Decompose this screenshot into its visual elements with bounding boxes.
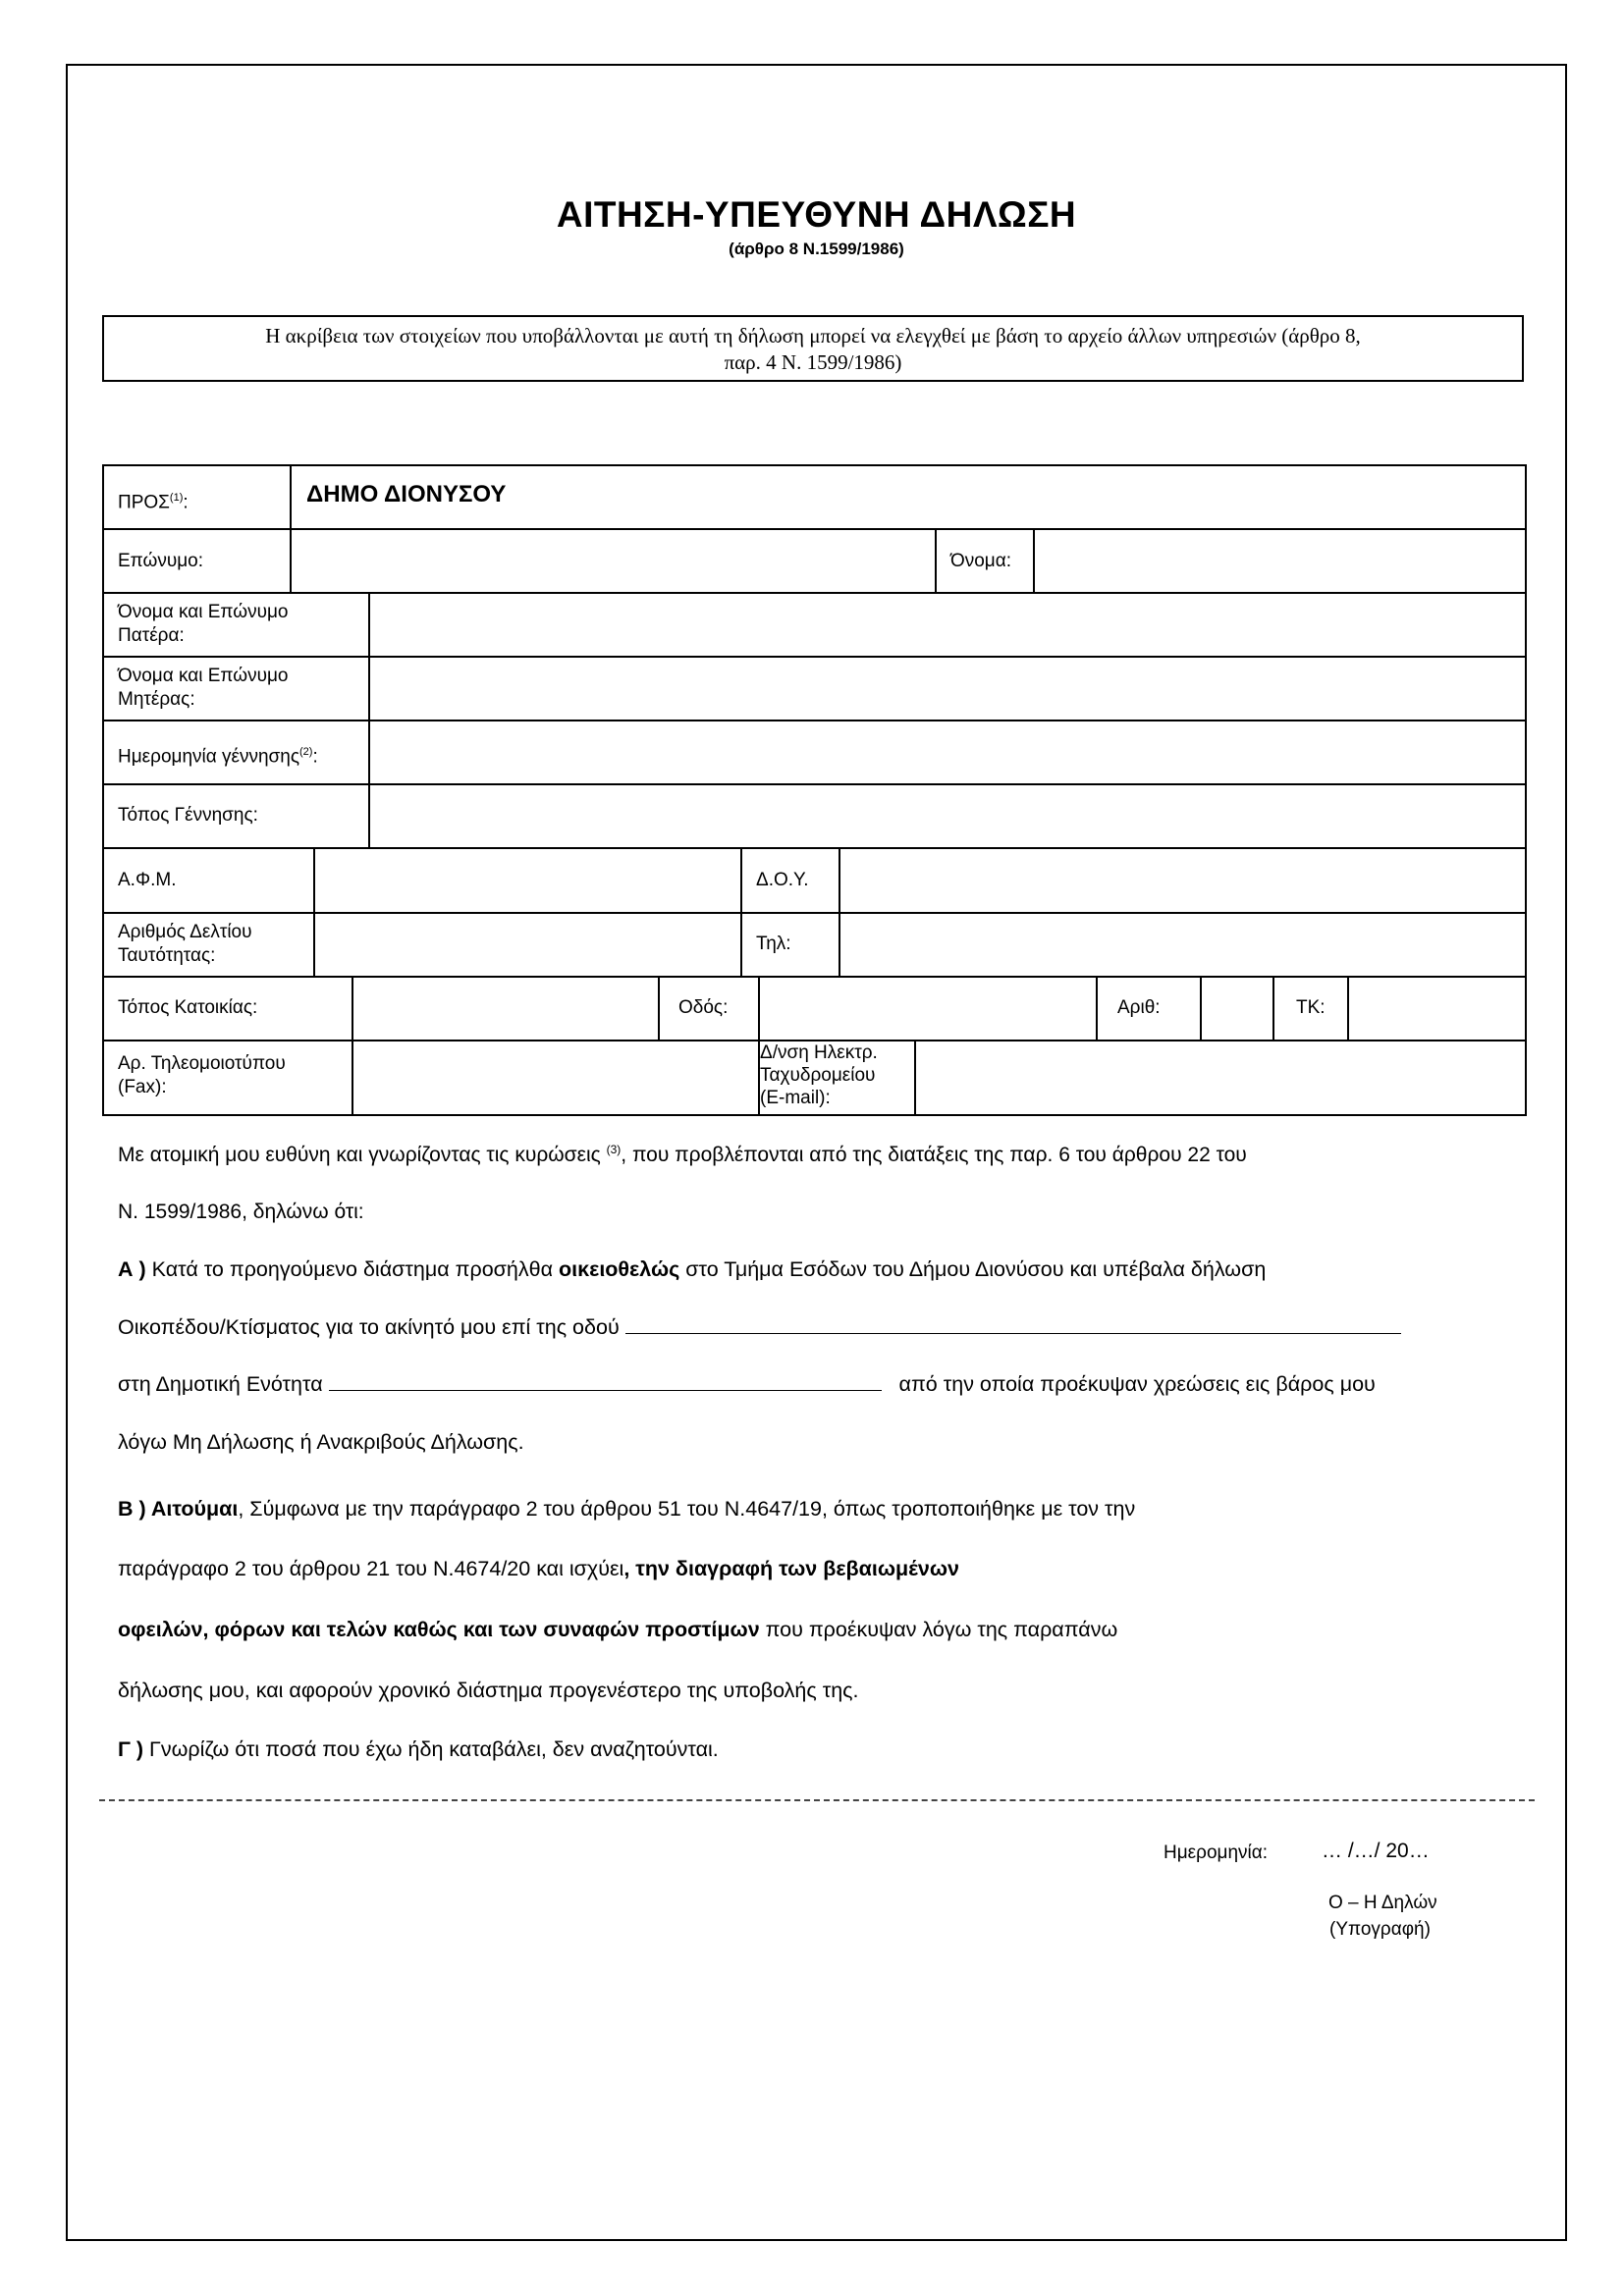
surname-field[interactable]: [292, 530, 933, 590]
father-label: [118, 601, 289, 648]
col-divider: [1272, 976, 1274, 1040]
clause-a-line-2: Οικοπέδου/Κτίσματος για το ακίνητό μου επί της οδού: [118, 1315, 1401, 1340]
id-card-field[interactable]: [315, 914, 738, 974]
residence-field[interactable]: [353, 978, 656, 1038]
surname-label: Επώνυμο:: [118, 551, 204, 571]
postal-code-label: ΤΚ:: [1296, 997, 1326, 1018]
dashed-separator: [99, 1799, 1535, 1801]
accuracy-note-line-2: παρ. 4 Ν. 1599/1986): [724, 350, 902, 374]
clause-c-line-1: Γ ) Γνωρίζω ότι ποσά που έχω ήδη καταβάλει, δεν αναζητούνται.: [118, 1737, 719, 1761]
clause-b-line-1: Β ) Αιτούμαι, Σύμφωνα με την παράγραφο 2 του άρθρου 51 του Ν.4647/19, όπως τροποποιήθηκε με τον την: [118, 1497, 1136, 1521]
signature-label: (Υπογραφή): [1329, 1919, 1431, 1940]
street-field[interactable]: [760, 978, 1094, 1038]
clause-b-line-4: δήλωσης μου, και αφορούν χρονικό διάστημα προγενέστερο της υποβολής της.: [118, 1679, 859, 1702]
mother-label: [118, 665, 289, 712]
email-label-line-2: Ταχυδρομείου: [760, 1065, 876, 1086]
birthdate-field[interactable]: [370, 721, 1525, 781]
fax-field[interactable]: [353, 1041, 756, 1112]
fax-label-line-1: Αρ. Τηλεομοιοτύπου: [118, 1053, 286, 1074]
father-label-line-2: Πατέρα:: [118, 625, 185, 646]
col-divider: [740, 847, 742, 976]
street-number-label: Αριθ:: [1117, 997, 1161, 1018]
col-divider: [658, 976, 660, 1040]
declaration-form-table: [102, 464, 1527, 1116]
birthdate-label: Ημερομηνία γέννησης$^{(2)}$:: [118, 746, 318, 768]
clause-a-line-3: στη Δημοτική Ενότητα από την οποία προέκυψαν χρεώσεις εις βάρος μου: [118, 1372, 1376, 1396]
col-divider: [935, 528, 937, 592]
intro-line-2: Ν. 1599/1986, δηλώνω ότι:: [118, 1201, 364, 1223]
clause-a-line-1: Α ) Κατά το προηγούμενο διάστημα προσήλθα οικειοθελώς στο Τμήμα Εσόδων του Δήμου Διονύσου και υπέβαλα δήλωση: [118, 1257, 1267, 1281]
mother-label-line-1: Όνομα και Επώνυμο: [118, 666, 289, 686]
id-card-label-line-2: Ταυτότητας:: [118, 945, 216, 966]
to-recipient: ΔΗΜΟ ΔΙΟΝΥΣΟΥ: [306, 481, 507, 507]
document-title: ΑΙΤΗΣΗ-ΥΠΕΥΘΥΝΗ ΔΗΛΩΣΗ: [556, 194, 1077, 235]
date-value: … /…/ 20…: [1322, 1840, 1430, 1862]
name-field[interactable]: [1035, 530, 1525, 590]
father-name-field[interactable]: [370, 594, 1525, 654]
afm-field[interactable]: [315, 849, 738, 910]
doy-field[interactable]: [840, 849, 1525, 910]
email-label-line-3: (E-mail):: [760, 1088, 831, 1108]
email-label: [758, 1041, 878, 1109]
municipal-unit-blank[interactable]: [329, 1390, 882, 1391]
afm-label: Α.Φ.Μ.: [118, 870, 177, 890]
to-label: ΠΡΟΣ$^{(1)}$:: [118, 492, 189, 513]
street-number-field[interactable]: [1202, 978, 1271, 1038]
document-subtitle: (άρθρο 8 Ν.1599/1986): [729, 240, 904, 258]
clause-a-marker: Α ): [118, 1257, 146, 1281]
clause-b-line-2: παράγραφο 2 του άρθρου 21 του Ν.4674/20 και ισχύει, την διαγραφή των βεβαιωμένων: [118, 1557, 959, 1580]
phone-field[interactable]: [840, 914, 1525, 974]
clause-b-line-3: οφειλών, φόρων και τελών καθώς και των συναφών προστίμων που προέκυψαν λόγω της παραπάνω: [118, 1618, 1118, 1641]
birthplace-field[interactable]: [370, 785, 1525, 845]
intro-line-1: Με ατομική μου ευθύνη και γνωρίζοντας τις κυρώσεις $^{(3)}$, που προβλέπονται από της διατάξεις της παρ. 6 του άρθρου 22 του: [118, 1143, 1247, 1166]
email-label-line-1: Δ/νση Ηλεκτρ.: [760, 1042, 878, 1063]
phone-label: Τηλ:: [756, 934, 791, 954]
declarant-label: Ο – Η Δηλών: [1328, 1893, 1437, 1913]
mother-label-line-2: Μητέρας:: [118, 689, 195, 710]
date-label: Ημερομηνία:: [1164, 1842, 1269, 1863]
mother-name-field[interactable]: [370, 658, 1525, 718]
col-divider: [1096, 976, 1098, 1040]
father-label-line-1: Όνομα και Επώνυμο: [118, 602, 289, 622]
col-divider: [290, 466, 292, 528]
name-label: Όνομα:: [950, 551, 1011, 571]
accuracy-note: [102, 315, 1524, 382]
id-card-label: [118, 921, 252, 968]
street-blank[interactable]: [625, 1333, 1401, 1334]
residence-label: Τόπος Κατοικίας:: [118, 997, 258, 1018]
street-label: Οδός:: [678, 997, 729, 1018]
fax-label: [118, 1052, 286, 1099]
fax-label-line-2: (Fax):: [118, 1077, 167, 1097]
email-field[interactable]: [916, 1041, 1525, 1112]
id-card-label-line-1: Αριθμός Δελτίου: [118, 922, 252, 942]
postal-code-field[interactable]: [1349, 978, 1525, 1038]
accuracy-note-line-1: Η ακρίβεια των στοιχείων που υποβάλλονται με αυτή τη δήλωση μπορεί να ελεγχθεί με βάση το αρχείο άλλων υπηρεσιών (άρθρο 8,: [265, 324, 1361, 347]
doy-label: Δ.Ο.Υ.: [756, 870, 809, 890]
birthplace-label: Τόπος Γέννησης:: [118, 805, 258, 826]
clause-c-marker: Γ ): [118, 1737, 144, 1761]
clause-a-line-4: λόγω Μη Δήλωσης ή Ανακριβούς Δήλωσης.: [118, 1430, 524, 1454]
clause-b-marker: Β ): [118, 1497, 146, 1521]
